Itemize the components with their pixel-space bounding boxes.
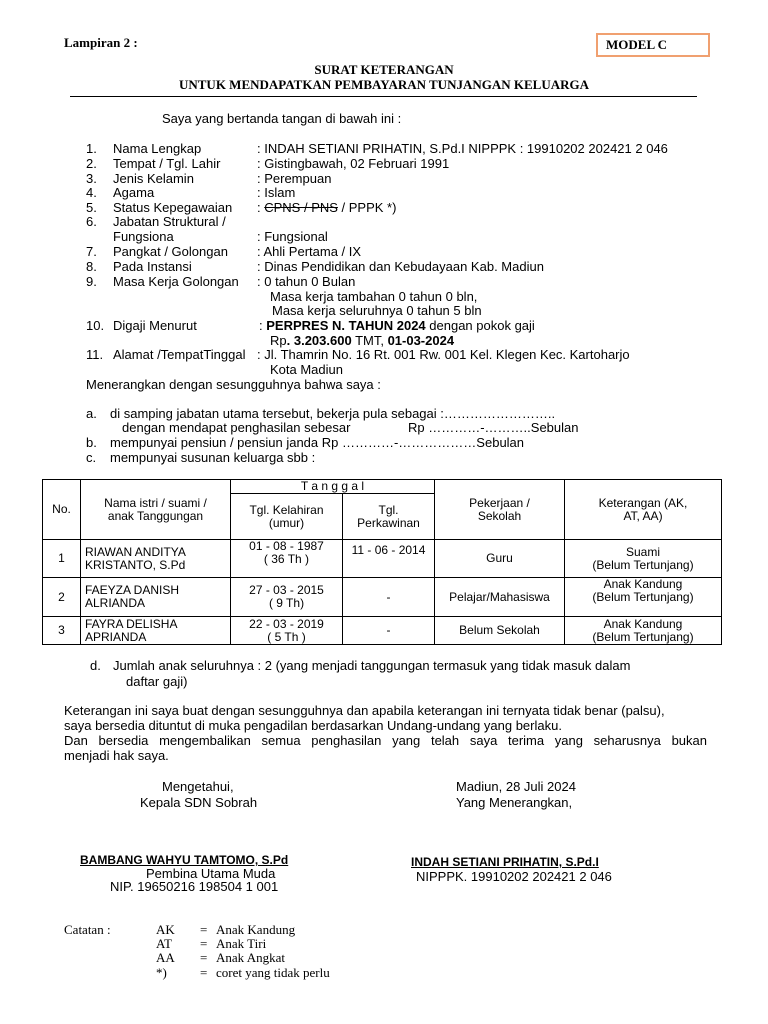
tmt-date: 01-03-2024 — [387, 333, 455, 348]
label-employment-status: Status Kepegawaian — [113, 200, 233, 215]
point-c-text: mempunyai susunan keluarga sbb : — [110, 450, 316, 465]
value-full-name: : INDAH SETIANI PRIHATIN, S.Pd.I NIPPPK : 19910202 202421 2 046 — [257, 141, 668, 156]
label-rank: Pangkat / Golongan — [113, 244, 228, 259]
principal-title: Kepala SDN Sobrah — [140, 795, 258, 810]
currency: Rp — [270, 333, 287, 348]
note-text: Anak Tiri — [216, 936, 267, 951]
label-birth: Tempat / Tgl. Lahir — [113, 156, 221, 171]
note-text: Anak Angkat — [216, 950, 285, 965]
age-value: ( 9 Th) — [268, 596, 305, 610]
item-number: 4. — [86, 185, 97, 200]
remarks — [565, 578, 722, 617]
value-address: : Jl. Thamrin No. 16 Rt. 001 Rw. 001 Kel. Klegen Kec. Kartoharjo — [257, 347, 630, 362]
note-equals: = — [200, 965, 208, 980]
attachment-label: Lampiran 2 : — [64, 35, 138, 50]
principal-name: BAMBANG WAHYU TAMTOMO, S.Pd — [80, 853, 289, 867]
item-number: 2. — [86, 156, 97, 171]
salary-amount: . 3.203.600 — [286, 333, 352, 348]
note-text: Anak Kandung — [216, 922, 296, 937]
point-marker: c. — [86, 450, 97, 465]
header-dates: T a n g g a l — [231, 480, 435, 494]
item-number: 3. — [86, 171, 97, 186]
notes-label: Catatan : — [64, 922, 111, 937]
birth-date — [231, 617, 343, 645]
point-marker: a. — [86, 406, 97, 421]
label-position: Jabatan Struktural / — [113, 214, 226, 229]
value-address-city: Kota Madiun — [270, 362, 343, 377]
point-a-text: di samping jabatan utama tersebut, bekerja pula sebagai :…………………….. — [110, 406, 556, 421]
value-employment-status — [257, 200, 396, 215]
label-service-period: Masa Kerja Golongan — [113, 274, 239, 289]
value-gender: : Perempuan — [257, 171, 332, 186]
header-marriage-date: Tgl. Perkawinan — [343, 494, 435, 540]
label-gender: Jenis Kelamin — [113, 171, 194, 186]
point-a-income: dengan mendapat penghasilan sebesar — [122, 420, 351, 435]
closing-line: Keterangan ini saya buat dengan sesungguhnya dan apabila keterangan ini ternyata tidak benar (palsu), — [64, 703, 665, 718]
note-code: AK — [156, 922, 175, 937]
member-name: RIAWAN ANDITYA KRISTANTO, S.Pd — [81, 540, 231, 578]
marriage-date: 11 - 06 - 2014 — [343, 540, 435, 578]
header-occupation: Pekerjaan / Sekolah — [435, 480, 565, 540]
note-code: *) — [156, 965, 167, 980]
value-total-service: Masa kerja seluruhnya 0 tahun 5 bln — [272, 303, 482, 318]
age-value: ( 36 Th ) — [263, 552, 310, 566]
relation: Anak Kandung — [603, 616, 683, 631]
item-number: 8. — [86, 259, 97, 274]
remarks — [565, 617, 722, 645]
occupation: Belum Sekolah — [435, 617, 565, 645]
declaration-text: Menerangkan dengan sesungguhnya bahwa saya : — [86, 377, 381, 392]
item-number: 9. — [86, 274, 97, 289]
intro-text: Saya yang bertanda tangan di bawah ini : — [162, 111, 402, 126]
value-salary-basis — [259, 318, 535, 333]
title-divider — [70, 96, 697, 97]
allowance-status: (Belum Tertunjang) — [592, 557, 694, 572]
point-a-amount: Rp …………-………..Sebulan — [408, 420, 579, 435]
point-d-text-cont: daftar gaji) — [126, 674, 188, 689]
point-d-text: Jumlah anak seluruhnya : 2 (yang menjadi tanggungan termasuk yang tidak masuk dalam — [113, 658, 631, 673]
table-row — [43, 578, 722, 617]
declarant-name: INDAH SETIANI PRIHATIN, S.Pd.I — [411, 855, 599, 869]
value-birth: : Gistingbawah, 02 Februari 1991 — [257, 156, 450, 171]
status-rest: / PPPK *) — [337, 200, 397, 215]
allowance-status: (Belum Tertunjang) — [592, 629, 694, 644]
salary-text: dengan pokok gaji — [425, 318, 535, 333]
tmt-label: TMT, — [351, 333, 388, 348]
header-remarks: Keterangan (AK, AT, AA) — [565, 480, 722, 540]
value-extra-service: Masa kerja tambahan 0 tahun 0 bln, — [270, 289, 478, 304]
item-number: 5. — [86, 200, 97, 215]
label-position-cont: Fungsiona — [113, 229, 174, 244]
table-row — [43, 617, 722, 645]
note-equals: = — [200, 936, 208, 951]
value-base-salary — [270, 333, 454, 348]
colon: : — [257, 200, 265, 215]
remarks — [565, 540, 722, 578]
value-service-period: : 0 tahun 0 Bulan — [257, 274, 356, 289]
colon: : — [259, 318, 263, 333]
regulation-name: PERPRES N. TAHUN 2024 — [266, 318, 426, 333]
item-number: 11. — [86, 347, 104, 362]
note-code: AT — [156, 936, 172, 951]
occupation: Guru — [435, 540, 565, 578]
closing-line: saya bersedia dituntut di muka pengadilan berdasarkan Undang-undang yang berlaku. — [64, 718, 562, 733]
item-number: 7. — [86, 244, 97, 259]
age-value: ( 5 Th ) — [267, 629, 306, 644]
note-text: coret yang tidak perlu — [216, 965, 330, 980]
document-subtitle: UNTUK MENDAPATKAN PEMBAYARAN TUNJANGAN KELUARGA — [178, 77, 589, 92]
label-salary-basis: Digaji Menurut — [113, 318, 197, 333]
point-marker: d. — [90, 658, 101, 673]
note-equals: = — [200, 950, 208, 965]
model-label: MODEL C — [606, 37, 668, 52]
row-number: 3 — [43, 617, 81, 645]
note-equals: = — [200, 922, 208, 937]
item-number: 6. — [86, 214, 97, 229]
birth-date — [231, 540, 343, 578]
principal-nip: NIP. 19650216 198504 1 001 — [110, 879, 279, 894]
allowance-status: (Belum Tertunjang) — [592, 590, 694, 604]
item-number: 10. — [86, 318, 105, 333]
relation: Suami — [625, 544, 660, 559]
occupation: Pelajar/Mahasiswa — [435, 578, 565, 617]
birth-date — [231, 578, 343, 617]
value-rank: : Ahli Pertama / IX — [257, 244, 362, 259]
birth-date-value: 27 - 03 - 2015 — [249, 583, 324, 597]
member-name: FAYRA DELISHA APRIANDA — [81, 617, 231, 645]
table-row — [43, 540, 722, 578]
header-birth-date: Tgl. Kelahiran (umur) — [231, 494, 343, 540]
item-number: 1. — [86, 141, 97, 156]
point-b-text: mempunyai pensiun / pensiun janda Rp …………-………………Sebulan — [110, 435, 525, 450]
closing-line: menjadi hak saya. — [64, 748, 169, 763]
label-address: Alamat /TempatTinggal — [113, 347, 246, 362]
place-date: Madiun, 28 Juli 2024 — [456, 779, 576, 794]
value-agency: : Dinas Pendidikan dan Kebudayaan Kab. Madiun — [257, 259, 544, 274]
label-agency: Pada Instansi — [113, 259, 192, 274]
header-name: Nama istri / suami / anak Tanggungan — [81, 480, 231, 540]
closing-line: Dan bersedia mengembalikan semua penghasilan yang telah saya terima yang seharusnya bukan — [64, 733, 707, 748]
value-religion: : Islam — [257, 185, 296, 200]
value-position: : Fungsional — [257, 229, 328, 244]
family-table — [42, 479, 722, 645]
birth-date-value: 01 - 08 - 1987 — [249, 539, 324, 553]
declarant-label: Yang Menerangkan, — [456, 795, 573, 810]
point-marker: b. — [86, 435, 97, 450]
document-title: SURAT KETERANGAN — [314, 62, 454, 77]
note-code: AA — [156, 950, 175, 965]
marriage-date: - — [343, 617, 435, 645]
struck-status: CPNS / PNS — [264, 200, 338, 215]
marriage-date: - — [343, 578, 435, 617]
row-number: 1 — [43, 540, 81, 578]
label-full-name: Nama Lengkap — [113, 141, 202, 156]
relation: Anak Kandung — [603, 577, 683, 591]
header-no: No. — [43, 480, 81, 540]
acknowledged-label: Mengetahui, — [162, 779, 234, 794]
principal-rank: Pembina Utama Muda — [146, 866, 276, 881]
member-name: FAEYZA DANISH ALRIANDA — [81, 578, 231, 617]
birth-date-value: 22 - 03 - 2019 — [249, 616, 324, 631]
label-religion: Agama — [113, 185, 155, 200]
declarant-nip: NIPPPK. 19910202 202421 2 046 — [416, 869, 612, 884]
row-number: 2 — [43, 578, 81, 617]
